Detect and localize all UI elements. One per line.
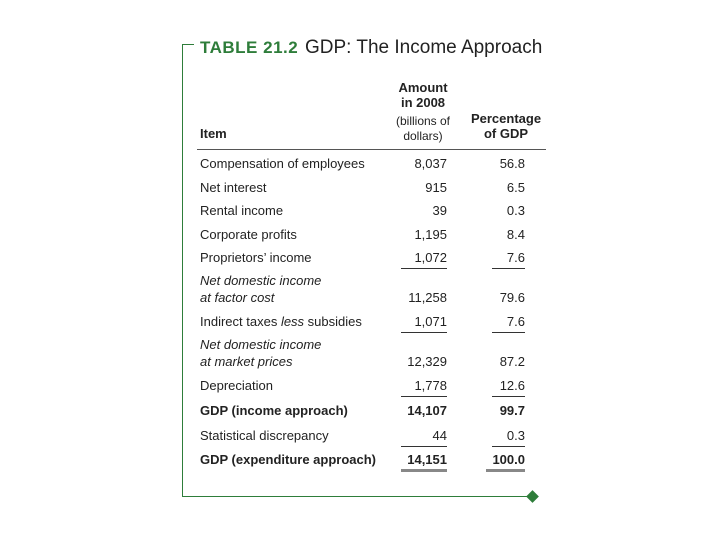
header-amount-units	[388, 114, 458, 144]
table-row	[0, 337, 720, 355]
table-row	[0, 180, 720, 198]
row-amount: 1,071	[414, 314, 447, 329]
subtotal-underline	[492, 268, 525, 269]
row-label: Compensation of employees	[200, 156, 365, 171]
row-amount: 14,107	[407, 403, 447, 418]
diamond-marker	[526, 490, 539, 503]
row-amount: 8,037	[414, 156, 447, 171]
header-pct-line1: Percentage	[470, 111, 542, 126]
row-label: Proprietors’ income	[200, 250, 312, 265]
row-amount: 1,072	[414, 250, 447, 265]
row-percentage: 79.6	[499, 290, 525, 305]
subtotal-underline	[401, 446, 447, 447]
row-label: Depreciation	[200, 378, 273, 393]
table-row	[0, 250, 720, 268]
table-row	[0, 378, 720, 396]
table-row	[0, 156, 720, 174]
header-amount	[388, 80, 458, 110]
frame-top-line	[182, 44, 194, 45]
row-amount: 11,258	[408, 290, 447, 305]
row-label-pre: Indirect taxes	[200, 314, 281, 329]
header-amount-line4: dollars)	[403, 129, 443, 143]
row-percentage: 56.8	[499, 156, 525, 171]
row-label	[200, 314, 362, 329]
total-double-underline	[401, 469, 447, 472]
header-amount-line1: Amount	[398, 80, 448, 95]
header-amount-line2: in 2008	[400, 95, 446, 110]
row-amount: 1,778	[414, 378, 447, 393]
row-percentage: 8.4	[506, 227, 525, 242]
header-divider	[197, 149, 546, 150]
header-item: Item	[200, 126, 227, 141]
row-label-post: subsidies	[304, 314, 362, 329]
table-row	[0, 354, 720, 372]
row-label-emphasis: less	[280, 314, 305, 329]
row-label: GDP (expenditure approach)	[200, 452, 377, 467]
subtotal-underline	[492, 396, 525, 397]
row-amount: 44	[432, 428, 447, 443]
header-pct-line2: of GDP	[483, 126, 529, 141]
row-percentage: 0.3	[506, 203, 525, 218]
table-row	[0, 403, 720, 421]
subtotal-underline	[492, 446, 525, 447]
table-row	[0, 273, 720, 291]
row-percentage: 12.6	[499, 378, 525, 393]
subtotal-underline	[401, 332, 447, 333]
row-label: Rental income	[200, 203, 284, 218]
table-label: TABLE 21.2	[200, 38, 299, 57]
row-label: Statistical discrepancy	[200, 428, 329, 443]
table-row	[0, 314, 720, 332]
row-label: GDP (income approach)	[200, 403, 348, 418]
row-amount: 12,329	[407, 354, 447, 369]
row-label-line2: at factor cost	[200, 290, 275, 305]
row-amount: 915	[425, 180, 447, 195]
row-percentage: 87.2	[499, 354, 525, 369]
row-percentage: 6.5	[506, 180, 525, 195]
row-label-line1: Net domestic income	[200, 337, 322, 352]
table-row	[0, 227, 720, 245]
row-amount: 14,151	[407, 452, 447, 467]
subtotal-underline	[492, 332, 525, 333]
row-amount: 39	[432, 203, 447, 218]
frame-bottom-line	[182, 496, 532, 497]
subtotal-underline	[401, 396, 447, 397]
table-row	[0, 452, 720, 470]
row-percentage: 0.3	[506, 428, 525, 443]
table-row	[0, 428, 720, 446]
row-percentage: 99.7	[499, 403, 525, 418]
table-row	[0, 290, 720, 308]
row-percentage: 100.0	[492, 452, 525, 467]
total-double-underline	[486, 469, 525, 472]
header-percentage	[466, 111, 546, 141]
header-amount-line3: (billions of	[395, 114, 451, 128]
subtotal-underline	[401, 268, 447, 269]
row-label-line1: Net domestic income	[200, 273, 322, 288]
table-title: GDP: The Income Approach	[305, 37, 543, 58]
row-percentage: 7.6	[506, 314, 525, 329]
row-label: Net interest	[200, 180, 267, 195]
row-label-line2: at market prices	[200, 354, 293, 369]
row-percentage: 7.6	[506, 250, 525, 265]
table-row	[0, 203, 720, 221]
row-label: Corporate profits	[200, 227, 297, 242]
row-amount: 1,195	[414, 227, 447, 242]
